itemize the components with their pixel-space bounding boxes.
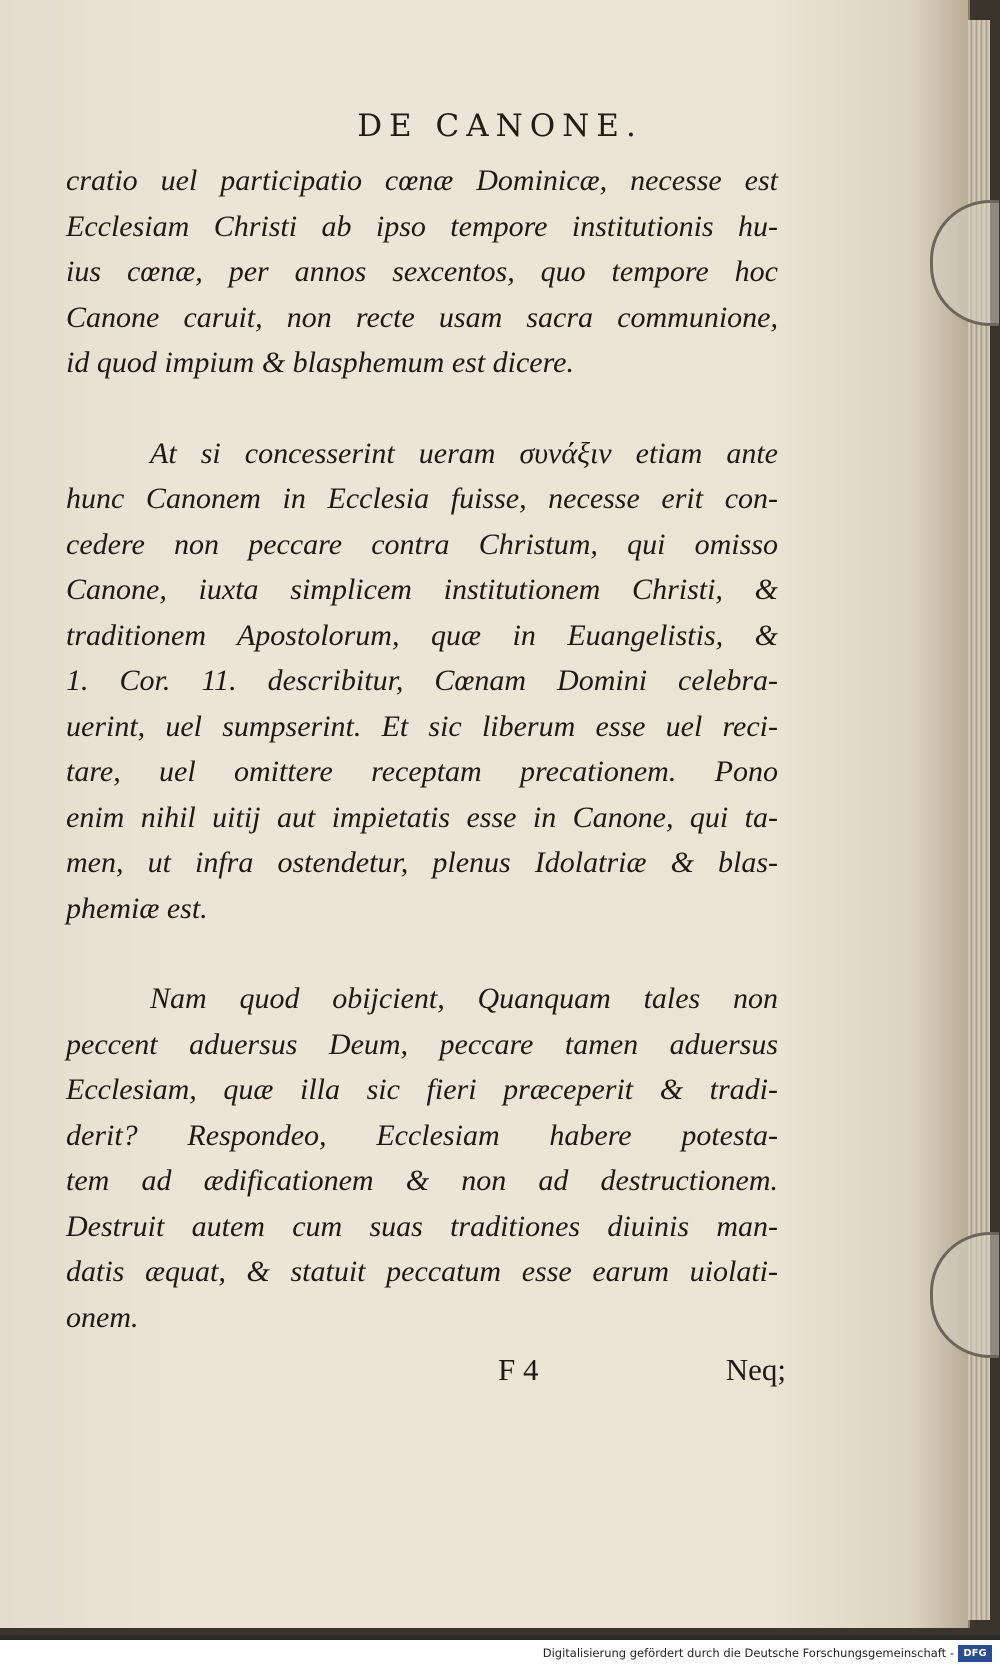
text-line: Nam quod obijcient, Quanquam tales non bbox=[150, 982, 778, 1015]
text-line: tare, uel omittere receptam precationem. Pono bbox=[66, 755, 778, 788]
text-line: cedere non peccare contra Christum, qui omisso bbox=[66, 527, 778, 561]
catchword: Neq; bbox=[725, 1352, 786, 1387]
text-line: Ecclesiam, quæ illa sic fieri præceperit & tradi- bbox=[66, 1073, 778, 1106]
text-line: men, ut infra ostendetur, plenus Idolatriæ & blas- bbox=[66, 846, 778, 879]
text-line: tem ad ædificationem & non ad destructionem. bbox=[66, 1164, 778, 1197]
text-line: Destruit autem cum suas traditiones diuinis man- bbox=[66, 1209, 778, 1243]
text-line: hunc Canonem in Ecclesia fuisse, necesse erit con- bbox=[66, 482, 778, 515]
page-body bbox=[66, 158, 778, 1340]
text-line: At si concesserint ueram συνάξιν etiam ante bbox=[150, 436, 778, 470]
text-line: 1. Cor. 11. describitur, Cœnam Domini celebra- bbox=[66, 664, 778, 697]
text-line: peccent aduersus Deum, peccare tamen aduersus bbox=[66, 1027, 778, 1061]
credit-bar bbox=[0, 1640, 1000, 1669]
text-line: ius cœnæ, per annos sexcentos, quo tempore hoc bbox=[66, 255, 778, 288]
paragraph-gap bbox=[66, 931, 778, 976]
text-line: enim nihil uitij aut impietatis esse in Canone, qui ta- bbox=[66, 800, 778, 834]
credit-text: Digitalisierung gefördert durch die Deutsche Forschungsgemeinschaft - bbox=[542, 1646, 954, 1660]
text-line: id quod impium & blasphemum est dicere. bbox=[66, 346, 574, 379]
text-line: derit? Respondeo, Ecclesiam habere potesta- bbox=[66, 1118, 778, 1152]
paragraph bbox=[66, 976, 778, 1340]
text-line: Canone caruit, non recte usam sacra communione, bbox=[66, 300, 778, 334]
paragraph-gap bbox=[66, 386, 778, 431]
signature-mark: F 4 bbox=[498, 1352, 539, 1387]
running-header: DE CANONE. bbox=[357, 108, 643, 144]
text-line: datis æquat, & statuit peccatum esse earum uiolati- bbox=[66, 1255, 778, 1288]
page-footer bbox=[66, 1352, 786, 1392]
text-line: traditionem Apostolorum, quæ in Euangelistis, & bbox=[66, 618, 778, 652]
text-line: phemiæ est. bbox=[66, 891, 208, 925]
text-line: uerint, uel sumpserint. Et sic liberum esse uel reci- bbox=[66, 709, 778, 743]
text-line: Ecclesiam Christi ab ipso tempore institutionis hu- bbox=[66, 209, 778, 243]
text-line: onem. bbox=[66, 1300, 139, 1334]
paragraph bbox=[66, 431, 778, 932]
dfg-logo: DFG bbox=[958, 1645, 992, 1662]
text-line: cratio uel participatio cœnæ Dominicæ, necesse est bbox=[66, 164, 778, 197]
text-line: Canone, iuxta simplicem institutionem Christi, & bbox=[66, 573, 778, 606]
paragraph bbox=[66, 158, 778, 386]
